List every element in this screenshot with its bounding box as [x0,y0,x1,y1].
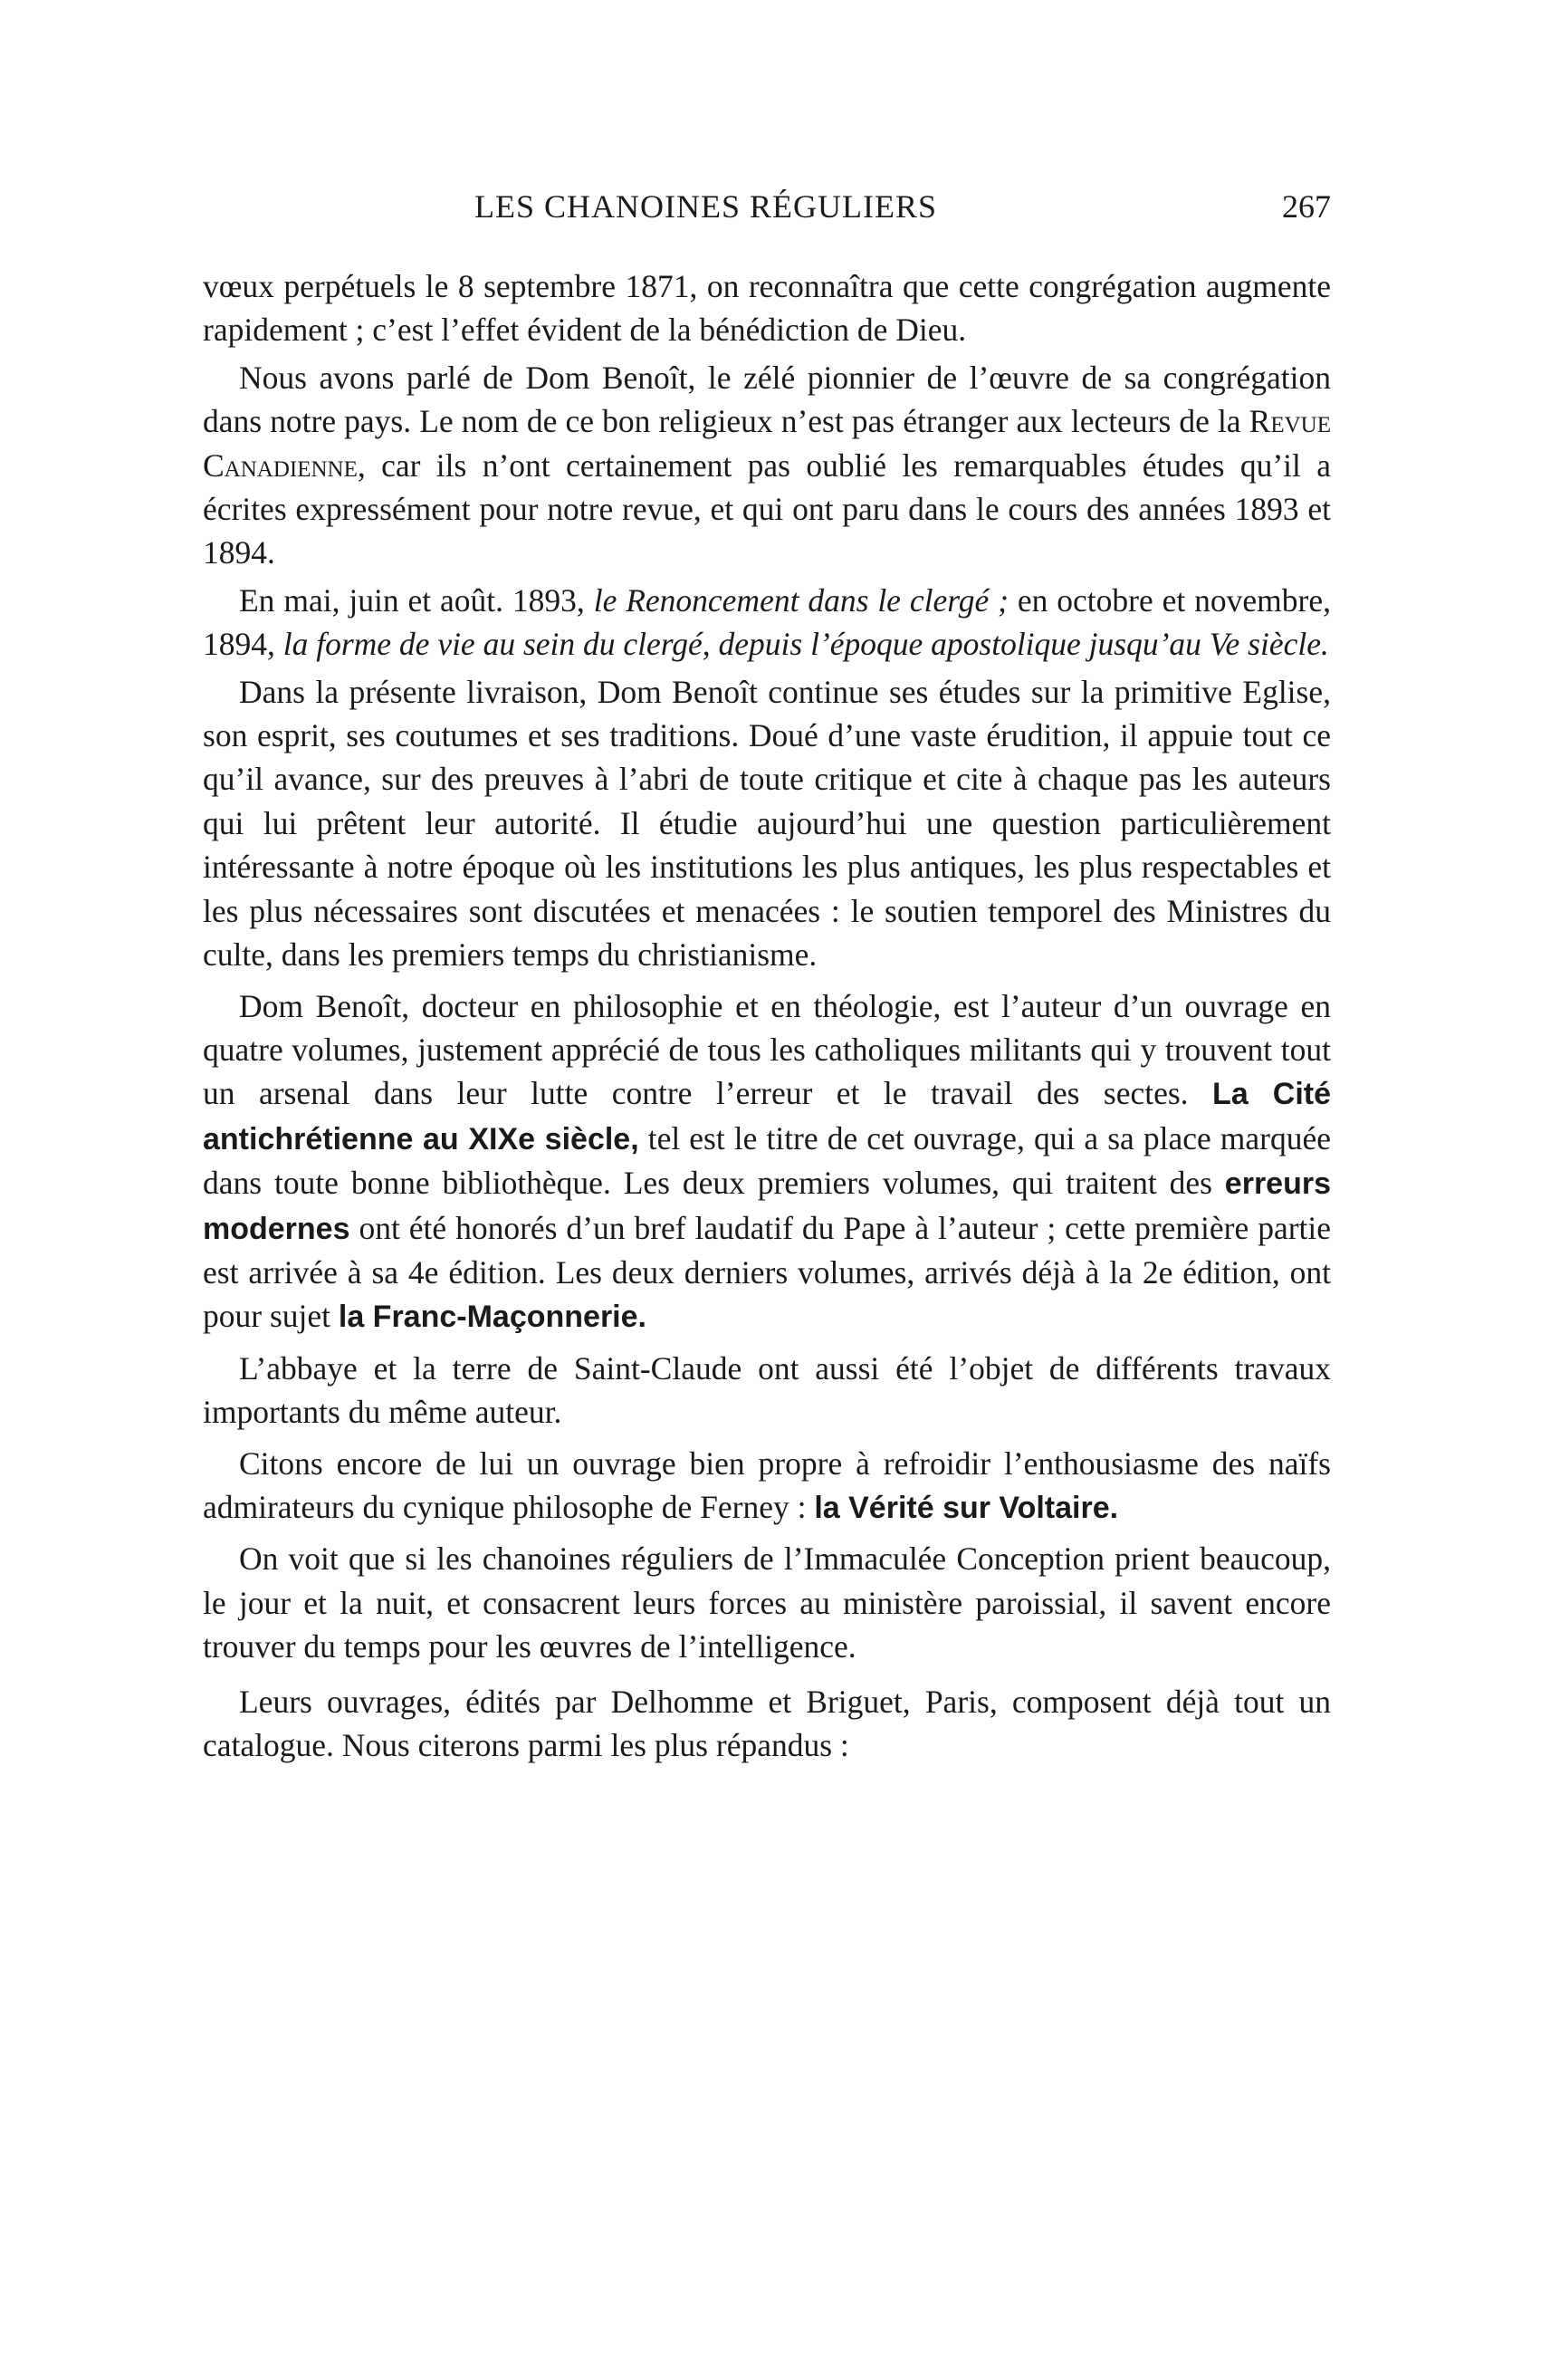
journal-name: Revue Canadienne [203,403,1331,484]
page-number: 267 [1282,188,1331,225]
paragraph-4-text: Dans la présente livraison, Dom Benoît continue ses études sur la primitive Eglise, son esprit, ses coutumes et ses traditions. Doué d’une vaste érudition, il appuie tout ce qu’il avance, sur des preuves à l’abri de toute critique et cite à chaque pas les auteurs qui lui prêtent leur autorité. Il étudie aujourd’hui une question particulièrement intéressante à notre époque où les institutions les plus antiques, les plus respectables et les plus nécessaires sont discutées et menacées : le soutien temporel des Ministres du culte, dans les premiers temps du christianisme. [203,673,1331,974]
paragraph-2-text-a: Nous avons parlé de Dom Benoît, le zélé pionnier de l’œuvre de sa congrégation dans notre pays. Le nom de ce bon religieux n’est pas étranger aux lecteurs de la [203,359,1331,440]
book-title-cite: La Cité antichrétienne au XIXe siècle, [203,1077,1331,1156]
paragraph-5-text-a: Dom Benoît, docteur en philosophie et en théologie, est l’auteur d’un ouvrage en quatre volumes, justement apprécié de tous les catholiques militants qui y trouvent tout un arsenal dans leur lutte contre l’erreur et le travail des sectes. [203,987,1331,1112]
book-subject-errors: erreurs modernes [203,1166,1331,1246]
article-title-2: la forme de vie au sein du clergé, depuis l’époque apostolique jusqu’au Ve siècle. [282,626,1329,663]
paragraph-7-text-a: Citons encore de lui un ouvrage bien propre à refroidir l’enthousiasme des naïfs admirateurs du cynique philosophe de Ferney : [203,1444,1331,1525]
paragraph-8-text: On voit que si les chanoines réguliers de l’Immaculée Conception prient beaucoup, le jour et la nuit, et consacrent leurs forces au ministère paroissial, il savent encore trouver du temps pour les œuvres de l’intelligence. [203,1540,1331,1665]
paragraph-5 [203,984,1331,1339]
book-subject-freemasonry: la Franc-Maçonnerie. [338,1300,646,1335]
body-text [203,264,1331,1767]
paragraph-4 [203,670,1331,977]
paragraph-2 [203,356,1331,575]
paragraph-8 [203,1537,1331,1668]
paragraph-9-text: Leurs ouvrages, édités par Delhomme et Briguet, Paris, composent déjà tout un catalogue. Nous citerons parmi les plus répandus : [203,1683,1331,1763]
paragraph-5-text-c: ont été honorés d’un bref laudatif du Pape à l’auteur ; cette première partie est arrivée à sa 4e édition. Les deux derniers volumes, arrivés déjà à la 2e édition, ont pour sujet [203,1209,1331,1335]
book-title-voltaire: la Vérité sur Voltaire. [814,1490,1119,1525]
paragraph-5-text-b: tel est le titre de cet ouvrage, qui a sa place marquée dans toute bonne bibliothèque. Les deux premiers volumes, qui traitent des [203,1119,1332,1202]
paragraph-3-text-a: En mai, juin et août. 1893, [239,581,594,619]
paragraph-3 [203,579,1331,667]
paragraph-6-text: L’abbaye et la terre de Saint-Claude ont aussi été l’objet de différents travaux importants du même auteur. [203,1349,1331,1431]
paragraph-7 [203,1442,1331,1531]
paragraph-9 [203,1680,1331,1768]
paragraph-1 [203,264,1331,352]
paragraph-1-text: vœux perpétuels le 8 septembre 1871, on reconnaîtra que cette congrégation augmente rapidement ; c’est l’effet évident de la bénédiction de Dieu. [203,268,1331,349]
running-title: LES CHANOINES RÉGULIERS [474,188,938,225]
paragraph-6 [203,1347,1331,1435]
article-title-1: le Renoncement dans le clergé ; [593,581,1009,619]
page-header [203,187,1331,242]
paragraph-3-text-b: en octobre et novembre, 1894, [203,581,1331,663]
paragraph-2-text-b: , car ils n’ont certainement pas oublié les remarquables études qu’il a écrites expressément pour notre revue, et qui ont paru dans le cours des années 1893 et 1894. [203,446,1331,571]
